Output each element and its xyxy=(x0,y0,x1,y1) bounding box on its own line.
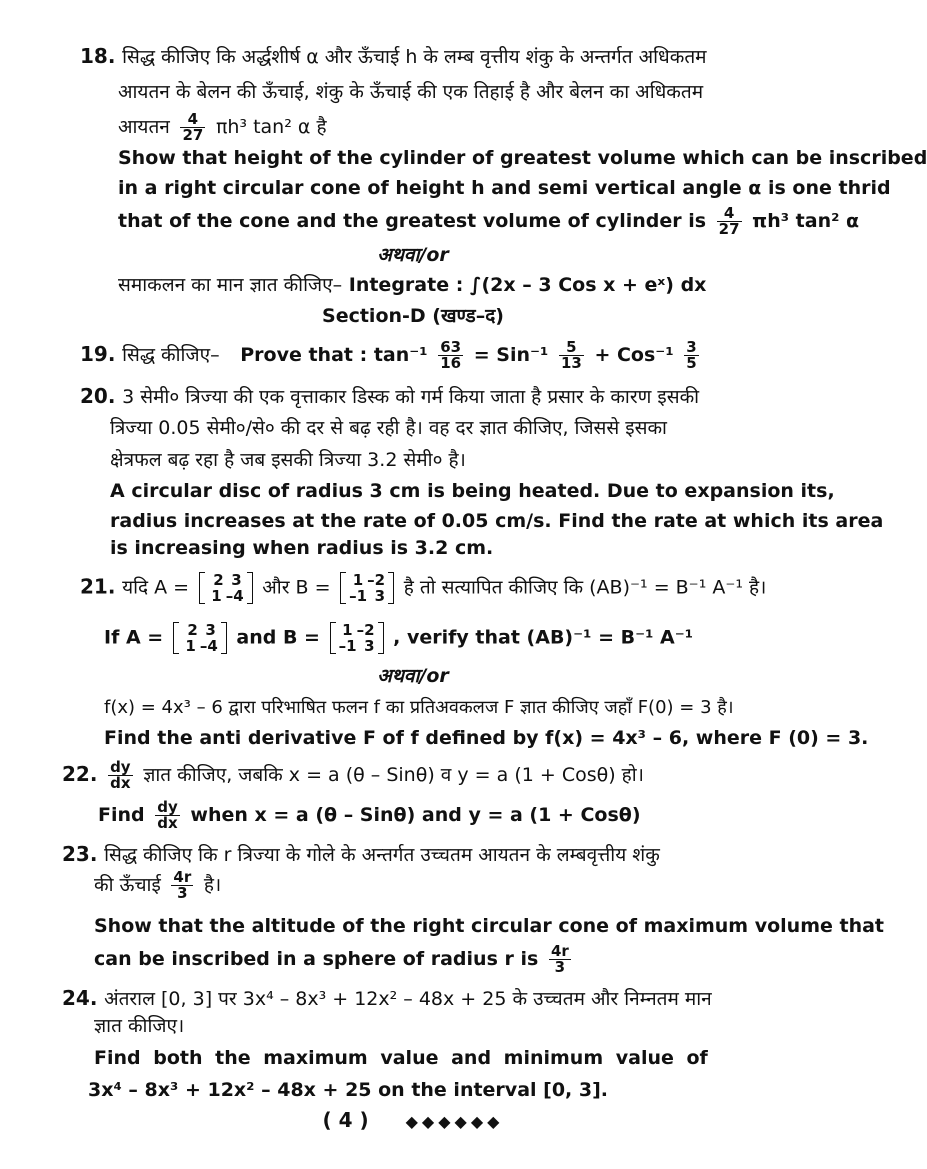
q24-english-line1: Find both the maximum value and minimum value of xyxy=(94,1047,708,1069)
q23-english-line1: Show that the altitude of the right circular cone of maximum volume that xyxy=(94,915,885,937)
q21-english-post: , verify that (AB)⁻¹ = B⁻¹ A⁻¹ xyxy=(393,626,694,649)
q21-hindi-mid: और B = xyxy=(262,576,331,599)
q23-fraction: $\frac{4r}{3}$ xyxy=(173,868,192,902)
q18-number: 18. xyxy=(80,44,116,68)
q19-frac1: $\frac{63}{16}$ xyxy=(440,338,462,372)
q21-hindi-post: है तो सत्यापित कीजिए कि (AB)⁻¹ = B⁻¹ A⁻¹ है। xyxy=(403,576,767,599)
q21-english-mid: and B = xyxy=(236,626,320,649)
q19-english: Prove that : xyxy=(240,344,368,366)
q21-english-pre: If A = xyxy=(104,626,164,649)
q24-hindi-text1: अंतराल [0, 3] पर 3x⁴ – 8x³ + 12x² – 48x + 25 के उच्चतम और निम्नतम मान xyxy=(104,988,712,1010)
q18-hindi-text3b: πh³ tan² α है xyxy=(215,116,327,138)
q20-english-line2: radius increases at the rate of 0.05 cm/s. Find the rate at which its area xyxy=(110,510,884,532)
q18-fraction: $\frac{4}{27}$ xyxy=(182,110,204,144)
q22-english-post: when x = a (θ – Sinθ) and y = a (1 + Cosθ) xyxy=(190,804,641,826)
page-number: ( 4 ) xyxy=(322,1108,369,1132)
q19-line xyxy=(80,340,703,371)
q22-derivative: $\frac{dy}{dx}$ xyxy=(110,758,131,792)
q18-hindi-text1: सिद्ध कीजिए कि अर्द्धशीर्ष α और ऊँचाई h के लम्ब वृत्तीय शंकु के अन्तर्गत अधिकतम xyxy=(122,46,707,68)
q18-hindi-text3: आयतन xyxy=(118,116,170,138)
q23-hindi-text1: सिद्ध कीजिए कि r त्रिज्या के गोले के अन्तर्गत उच्चतम आयतन के लम्बवृत्तीय शंकु xyxy=(104,844,660,866)
q22-hindi-text: ज्ञात कीजिए, जबकि x = a (θ – Sinθ) व y = a (1 + Cosθ) हो। xyxy=(143,764,644,786)
or-separator-1: अथवा/or xyxy=(377,244,449,266)
q22-derivative-en: $\frac{dy}{dx}$ xyxy=(157,798,178,832)
q18-hindi-line1 xyxy=(80,44,707,69)
section-d-heading: Section-D (खण्ड–द) xyxy=(322,305,504,327)
q24-english-line2: 3x⁴ – 8x³ + 12x² – 48x + 25 on the interval [0, 3]. xyxy=(88,1079,608,1101)
page-footer xyxy=(0,1108,826,1132)
q19-term3: + Cos⁻¹ xyxy=(594,344,674,366)
q19-hindi: सिद्ध कीजिए– xyxy=(122,344,220,366)
q20-number: 20. xyxy=(80,384,116,408)
q19-term2: = Sin⁻¹ xyxy=(473,344,549,366)
integrate-hindi: समाकलन का मान ज्ञात कीजिए– xyxy=(118,274,343,296)
q23-number: 23. xyxy=(62,842,98,866)
q22-number: 22. xyxy=(62,762,98,786)
integrate-question xyxy=(118,273,706,297)
q19-term1: tan⁻¹ xyxy=(373,344,428,366)
q23-hindi-line1 xyxy=(62,842,660,867)
q22-english-pre: Find xyxy=(98,804,145,826)
q23-english-line2 xyxy=(94,944,575,975)
q18-english-line3 xyxy=(118,206,859,237)
q20-hindi-line2: त्रिज्या 0.05 सेमी०/से० की दर से बढ़ रही है। वह दर ज्ञात कीजिए, जिससे इसका xyxy=(110,417,667,439)
q18-english-text3b: πh³ tan² α xyxy=(752,210,860,232)
q22-english-line xyxy=(98,800,641,831)
q23-english-text2: can be inscribed in a sphere of radius r is xyxy=(94,948,539,970)
q24-hindi-line1 xyxy=(62,986,712,1011)
q21-alt-hindi: f(x) = 4x³ – 6 द्वारा परिभाषित फलन f का प्रतिअवकलज F ज्ञात कीजिए जहाँ F(0) = 3 है। xyxy=(104,697,734,718)
q20-hindi-text1: 3 सेमी० त्रिज्या की एक वृत्ताकार डिस्क को गर्म किया जाता है प्रसार के कारण इसकी xyxy=(122,386,700,408)
q22-hindi-line xyxy=(62,760,644,791)
q20-english-line3: is increasing when radius is 3.2 cm. xyxy=(110,537,494,559)
q19-frac3: $\frac{3}{5}$ xyxy=(686,338,697,372)
matrix-a: 2 3 1 –4 xyxy=(199,572,253,604)
q23-hindi-line2 xyxy=(94,870,221,901)
q23-fraction-en: $\frac{4r}{3}$ xyxy=(550,942,569,976)
q18-hindi-line2: आयतन के बेलन की ऊँचाई, शंकु के ऊँचाई की एक तिहाई है और बेलन का अधिकतम xyxy=(118,81,704,103)
q18-english-text3: that of the cone and the greatest volume of cylinder is xyxy=(118,210,707,232)
matrix-a-en: 2 3 1 –4 xyxy=(173,622,227,654)
footer-diamonds: ◆◆◆◆◆◆ xyxy=(405,1112,504,1131)
matrix-b-en: 1 –2 –1 3 xyxy=(330,622,384,654)
q24-number: 24. xyxy=(62,986,98,1010)
or-separator-2: अथवा/or xyxy=(377,665,449,687)
q20-hindi-line3: क्षेत्रफल बढ़ रहा है जब इसकी त्रिज्या 3.2 सेमी० है। xyxy=(110,449,466,471)
q24-hindi-line2: ज्ञात कीजिए। xyxy=(94,1015,185,1037)
q19-frac2: $\frac{5}{13}$ xyxy=(560,338,582,372)
q21-hindi-pre: यदि A = xyxy=(122,576,190,599)
q20-english-line1: A circular disc of radius 3 cm is being heated. Due to expansion its, xyxy=(110,480,835,502)
integrate-english: Integrate : ∫(2x – 3 Cos x + eˣ) dx xyxy=(348,274,707,296)
q21-alt-english: Find the anti derivative F of f defined by f(x) = 4x³ – 6, where F (0) = 3. xyxy=(104,727,869,749)
q18-fraction-en: $\frac{4}{27}$ xyxy=(718,204,740,238)
q19-number: 19. xyxy=(80,342,116,366)
q21-number: 21. xyxy=(80,574,116,599)
q18-hindi-line3 xyxy=(118,112,327,143)
q18-english-line1: Show that height of the cylinder of greatest volume which can be inscribed xyxy=(118,147,927,169)
q23-hindi-text2: की ऊँचाई xyxy=(94,874,161,896)
q23-hindi-text2b: है। xyxy=(203,874,222,896)
matrix-b: 1 –2 –1 3 xyxy=(340,572,394,604)
q21-english-line xyxy=(104,622,693,654)
q18-english-line2: in a right circular cone of height h and semi vertical angle α is one thrid xyxy=(118,177,891,199)
q21-hindi-line xyxy=(80,572,766,604)
q20-hindi-line1 xyxy=(80,384,699,409)
